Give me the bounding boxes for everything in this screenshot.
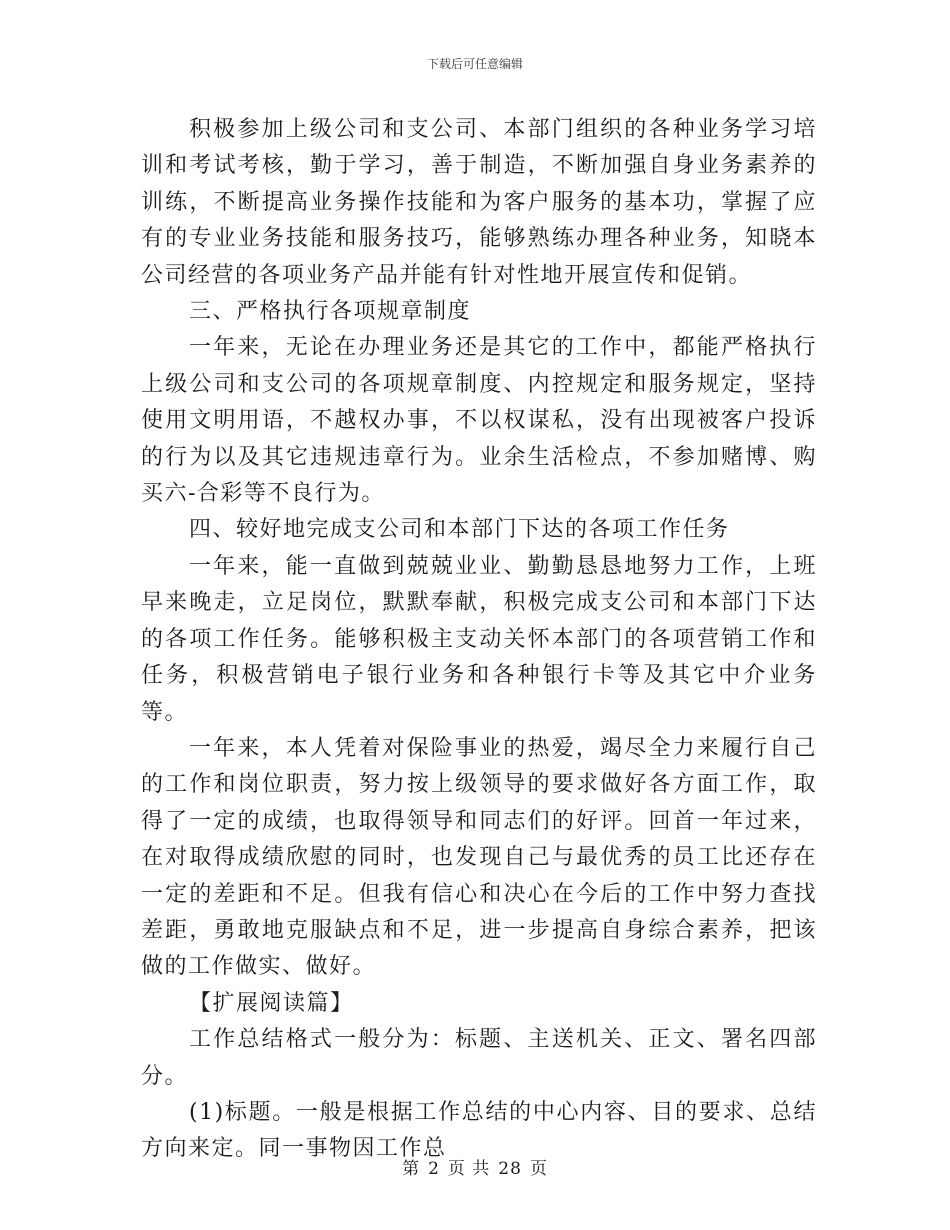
section-heading-tasks: 四、较好地完成支公司和本部门下达的各项工作任务 [189, 517, 730, 543]
paragraph-format: 工作总结格式一般分为：标题、主送机关、正文、署名四部分。 [141, 1027, 817, 1089]
page-suffix: 页 [529, 1159, 548, 1179]
header-note: 下载后可任意编辑 [426, 57, 523, 71]
page-middle: 页 共 [447, 1159, 491, 1179]
page-number [0, 1154, 950, 1179]
extended-reading-heading: 【扩展阅读篇】 [189, 990, 354, 1016]
page-total: 28 [498, 1159, 522, 1179]
section-heading-rules: 三、严格执行各项规章制度 [189, 299, 472, 325]
paragraph-title-rule: (1)标题。一般是根据工作总结的中心内容、目的要求、总结方向来定。同一事物因工作总 [141, 1099, 817, 1162]
paragraph-tasks: 一年来，能一直做到兢兢业业、勤勤恳恳地努力工作，上班早来晚走，立足岗位，默默奉献，积极完成支公司和本部门下达的各项工作任务。能够积极主支动关怀本部门的各项营销工作和任务，积极营销电子银行业务和各种银行卡等及其它中介业务等。 [141, 553, 817, 725]
paragraph-study-training: 积极参加上级公司和支公司、本部门组织的各种业务学习培训和考试考核，勤于学习，善于制造，不断加强自身业务素养的训练，不断提高业务操作技能和为客户服务的基本功，掌握了应有的专业业务技能和服务技巧，能够熟练办理各种业务，知晓本公司经营的各项业务产品并能有针对性地开展宣传和促销。 [141, 117, 817, 288]
paragraph-rules: 一年来，无论在办理业务还是其它的工作中，都能严格执行上级公司和支公司的各项规章制度、内控规定和服务规定，坚持使用文明用语，不越权办事，不以权谋私，没有出现被客户投诉的行为以及其它违规违章行为。业余生活检点，不参加赌博、购买六-合彩等不良行为。 [141, 335, 817, 507]
page-prefix: 第 [402, 1159, 421, 1179]
page-current: 2 [428, 1159, 440, 1179]
document-body [141, 112, 817, 1168]
paragraph-summary: 一年来，本人凭着对保险事业的热爱，竭尽全力来履行自己的工作和岗位职责，努力按上级领导的要求做好各方面工作，取得了一定的成绩，也取得领导和同志们的好评。回首一年过来，在对取得成绩欣慰的同时，也发现自己与最优秀的员工比还存在一定的差距和不足。但我有信心和决心在今后的工作中努力查找差距，勇敢地克服缺点和不足，进一步提高自身综合素养，把该做的工作做实、做好。 [141, 735, 817, 980]
